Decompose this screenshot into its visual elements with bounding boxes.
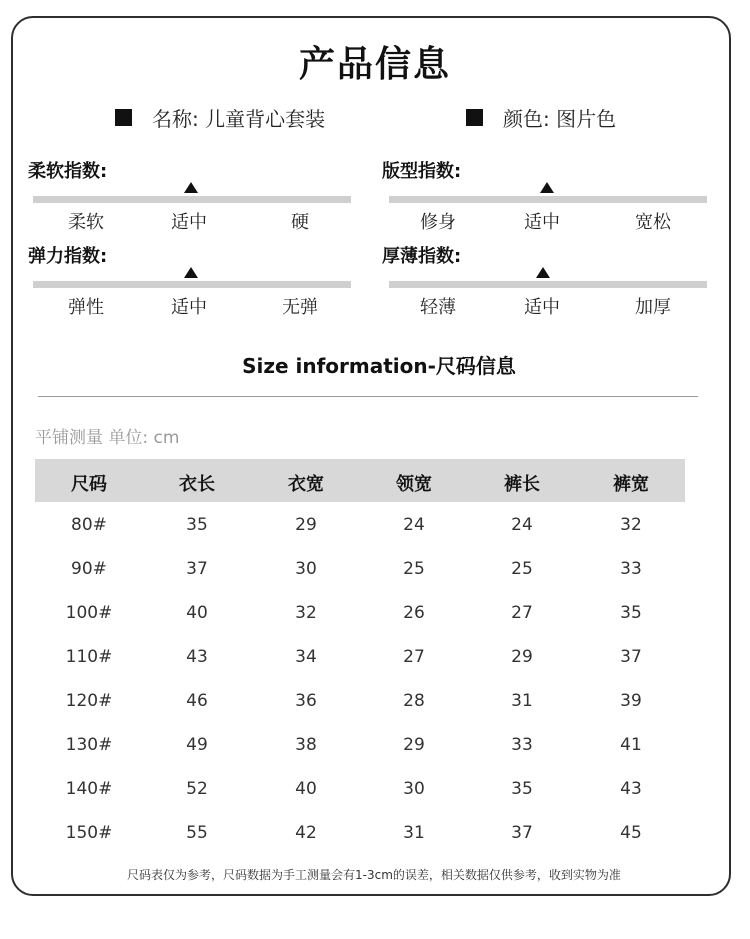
table-cell: 43 xyxy=(620,779,642,799)
table-cell: 25 xyxy=(403,559,425,579)
table-cell: 42 xyxy=(295,823,317,843)
index-marker-up-icon xyxy=(536,267,550,278)
table-cell: 33 xyxy=(620,559,642,579)
index-marker-up-icon xyxy=(184,267,198,278)
footnote: 尺码表仅为参考，尺码数据为手工测量会有1-3cm的误差，相关数据仅供参考，收到实物为准 xyxy=(127,868,621,882)
spec-name xyxy=(115,103,325,132)
spec-color xyxy=(466,103,616,132)
card-frame xyxy=(11,16,731,896)
table-cell: 39 xyxy=(620,691,642,711)
table-cell: 40 xyxy=(186,603,208,623)
table-cell: 32 xyxy=(620,515,642,535)
unit-note: 平铺测量 单位: cm xyxy=(35,428,180,448)
index-marker-up-icon xyxy=(184,182,198,193)
table-header-cell: 裤长 xyxy=(504,474,540,495)
index-label-fit: 版型指数: xyxy=(382,161,462,182)
index-scale-label: 修身 xyxy=(420,212,456,233)
index-label-thickness: 厚薄指数: xyxy=(382,246,462,267)
table-cell: 31 xyxy=(403,823,425,843)
table-cell: 35 xyxy=(511,779,533,799)
index-bar-softness xyxy=(33,196,351,203)
table-cell: 37 xyxy=(186,559,208,579)
table-cell: 29 xyxy=(295,515,317,535)
table-cell: 31 xyxy=(511,691,533,711)
spec-name-text: 名称: 儿童背心套装 xyxy=(152,107,326,131)
index-marker-up-icon xyxy=(540,182,554,193)
table-cell: 40 xyxy=(295,779,317,799)
table-cell: 45 xyxy=(620,823,642,843)
index-scale-label: 无弹 xyxy=(282,297,318,318)
table-cell: 43 xyxy=(186,647,208,667)
table-cell: 110# xyxy=(65,647,113,667)
index-scale-label: 适中 xyxy=(524,297,560,318)
index-scale-label: 弹性 xyxy=(68,297,104,318)
table-cell: 25 xyxy=(511,559,533,579)
index-scale-label: 适中 xyxy=(524,212,560,233)
index-scale-label: 加厚 xyxy=(635,297,671,318)
table-cell: 38 xyxy=(295,735,317,755)
table-cell: 32 xyxy=(295,603,317,623)
table-cell: 52 xyxy=(186,779,208,799)
spec-color-text: 颜色: 图片色 xyxy=(503,107,617,131)
index-bar-elasticity xyxy=(33,281,351,288)
index-label-elasticity: 弹力指数: xyxy=(28,246,108,267)
table-cell: 36 xyxy=(295,691,317,711)
table-cell: 80# xyxy=(71,515,107,535)
table-cell: 27 xyxy=(403,647,425,667)
page-title: 产品信息 xyxy=(298,44,451,85)
table-cell: 46 xyxy=(186,691,208,711)
table-cell: 24 xyxy=(511,515,533,535)
index-bar-thickness xyxy=(389,281,707,288)
table-cell: 33 xyxy=(511,735,533,755)
table-cell: 35 xyxy=(620,603,642,623)
table-cell: 140# xyxy=(65,779,113,799)
section-divider xyxy=(38,396,698,397)
table-header-cell: 衣长 xyxy=(179,474,215,495)
table-cell: 90# xyxy=(71,559,107,579)
table-cell: 30 xyxy=(295,559,317,579)
table-cell: 27 xyxy=(511,603,533,623)
size-section-title: Size information-尺码信息 xyxy=(242,354,516,378)
table-cell: 100# xyxy=(65,603,113,623)
table-cell: 30 xyxy=(403,779,425,799)
index-label-softness: 柔软指数: xyxy=(28,161,108,182)
table-cell: 29 xyxy=(403,735,425,755)
index-scale-label: 轻薄 xyxy=(420,297,456,318)
table-cell: 130# xyxy=(65,735,113,755)
table-cell: 49 xyxy=(186,735,208,755)
table-cell: 37 xyxy=(620,647,642,667)
table-cell: 29 xyxy=(511,647,533,667)
table-cell: 150# xyxy=(65,823,113,843)
table-header-cell: 衣宽 xyxy=(288,474,324,495)
table-cell: 28 xyxy=(403,691,425,711)
table-header-cell: 尺码 xyxy=(71,474,107,495)
table-cell: 34 xyxy=(295,647,317,667)
table-cell: 55 xyxy=(186,823,208,843)
index-scale-label: 宽松 xyxy=(635,212,671,233)
index-scale-label: 适中 xyxy=(171,212,207,233)
index-scale-label: 硬 xyxy=(291,212,309,233)
table-cell: 35 xyxy=(186,515,208,535)
table-cell: 26 xyxy=(403,603,425,623)
index-bar-fit xyxy=(389,196,707,203)
bullet-square-icon xyxy=(115,109,132,126)
table-header-cell: 领宽 xyxy=(396,474,432,495)
table-cell: 120# xyxy=(65,691,113,711)
bullet-square-icon xyxy=(466,109,483,126)
index-scale-label: 适中 xyxy=(171,297,207,318)
table-cell: 37 xyxy=(511,823,533,843)
table-header-cell: 裤宽 xyxy=(613,474,649,495)
table-cell: 24 xyxy=(403,515,425,535)
table-cell: 41 xyxy=(620,735,642,755)
index-scale-label: 柔软 xyxy=(68,212,104,233)
